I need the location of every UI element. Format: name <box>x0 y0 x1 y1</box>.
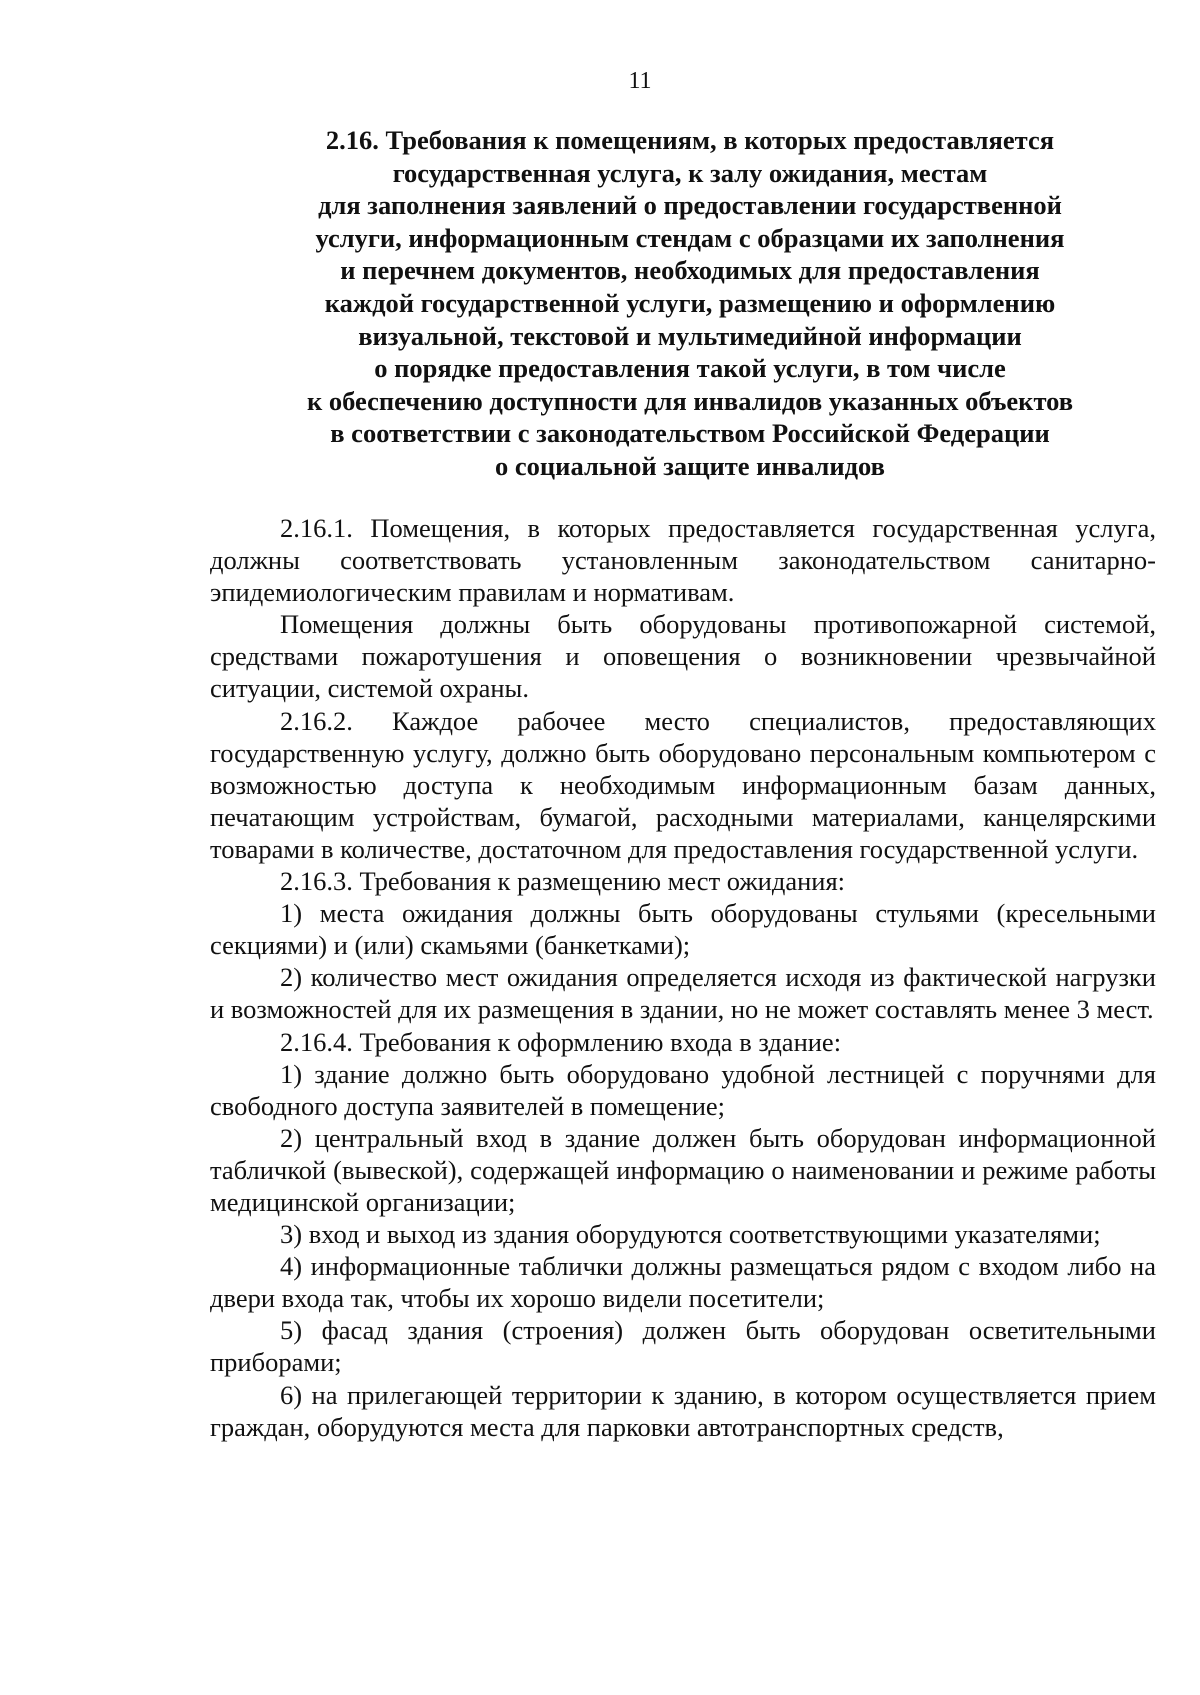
heading-line: государственная услуга, к залу ожидания, местам <box>392 157 988 188</box>
paragraph-2-16-1: 2.16.1. Помещения, в которых предоставляется государственная услуга, должны соответствовать установленным законодательством санитарно-эпидемиологическим правилам и нормативам. <box>210 513 1156 608</box>
heading-line: к обеспечению доступности для инвалидов указанных объектов <box>306 385 1074 416</box>
section-heading <box>200 124 1180 483</box>
list-item: 2) количество мест ожидания определяется исходя из фактической нагрузки и возможностей для их размещения в здании, но не может составлять менее 3 мест. <box>210 962 1156 1025</box>
list-item: 4) информационные таблички должны размещаться рядом с входом либо на двери входа так, чтобы их хорошо видели посетители; <box>210 1251 1156 1314</box>
paragraph-2-16-4: 2.16.4. Требования к оформлению входа в здание: <box>280 1026 842 1057</box>
heading-line: 2.16. Требования к помещениям, в которых предоставляется <box>325 125 1055 155</box>
heading-line: для заполнения заявлений о предоставлении государственной <box>318 190 1062 221</box>
paragraph-2-16-3: 2.16.3. Требования к размещению мест ожидания: <box>280 866 846 897</box>
heading-line: о социальной защите инвалидов <box>495 450 885 481</box>
list-item: 3) вход и выход из здания оборудуются соответствующими указателями; <box>280 1219 1101 1250</box>
heading-line: о порядке предоставления такой услуги, в том числе <box>374 353 1006 384</box>
paragraph-fire-safety: Помещения должны быть оборудованы противопожарной системой, средствами пожаротушения и оповещения о возникновении чрезвычайной ситуации, системой охраны. <box>210 609 1156 704</box>
heading-line: и перечнем документов, необходимых для предоставления <box>340 255 1040 286</box>
list-item: 2) центральный вход в здание должен быть оборудован информационной табличкой (вывеской), содержащей информацию о наименовании и режиме работы медицинской организации; <box>210 1122 1156 1217</box>
list-item: 6) на прилегающей территории к зданию, в котором осуществляется прием граждан, оборудуются места для парковки автотранспортных средств, <box>210 1379 1156 1442</box>
paragraph-2-16-2: 2.16.2. Каждое рабочее место специалистов, предоставляющих государственную услугу, должно быть оборудовано персональным компьютером с возможностью доступа к необходимым информационным базам данных, печатающим устройствам, бумагой, расходными материалами, канцелярскими товарами в количестве, достаточном для предоставления государственной услуги. <box>210 705 1156 864</box>
heading-line: каждой государственной услуги, размещению и оформлению <box>324 287 1056 318</box>
heading-line: визуальной, текстовой и мультимедийной информации <box>358 320 1022 351</box>
page-number: 11 <box>628 68 652 94</box>
list-item: 1) места ожидания должны быть оборудованы стульями (кресельными секциями) и (или) скамьями (банкетками); <box>210 898 1156 961</box>
heading-line: услуги, информационным стендам с образцами их заполнения <box>315 222 1065 253</box>
list-item: 5) фасад здания (строения) должен быть оборудован осветительными приборами; <box>210 1315 1156 1378</box>
heading-line: в соответствии с законодательством Российской Федерации <box>330 418 1050 449</box>
body-text <box>210 512 1156 1443</box>
list-item: 1) здание должно быть оборудовано удобной лестницей с поручнями для свободного доступа заявителей в помещение; <box>210 1058 1156 1121</box>
